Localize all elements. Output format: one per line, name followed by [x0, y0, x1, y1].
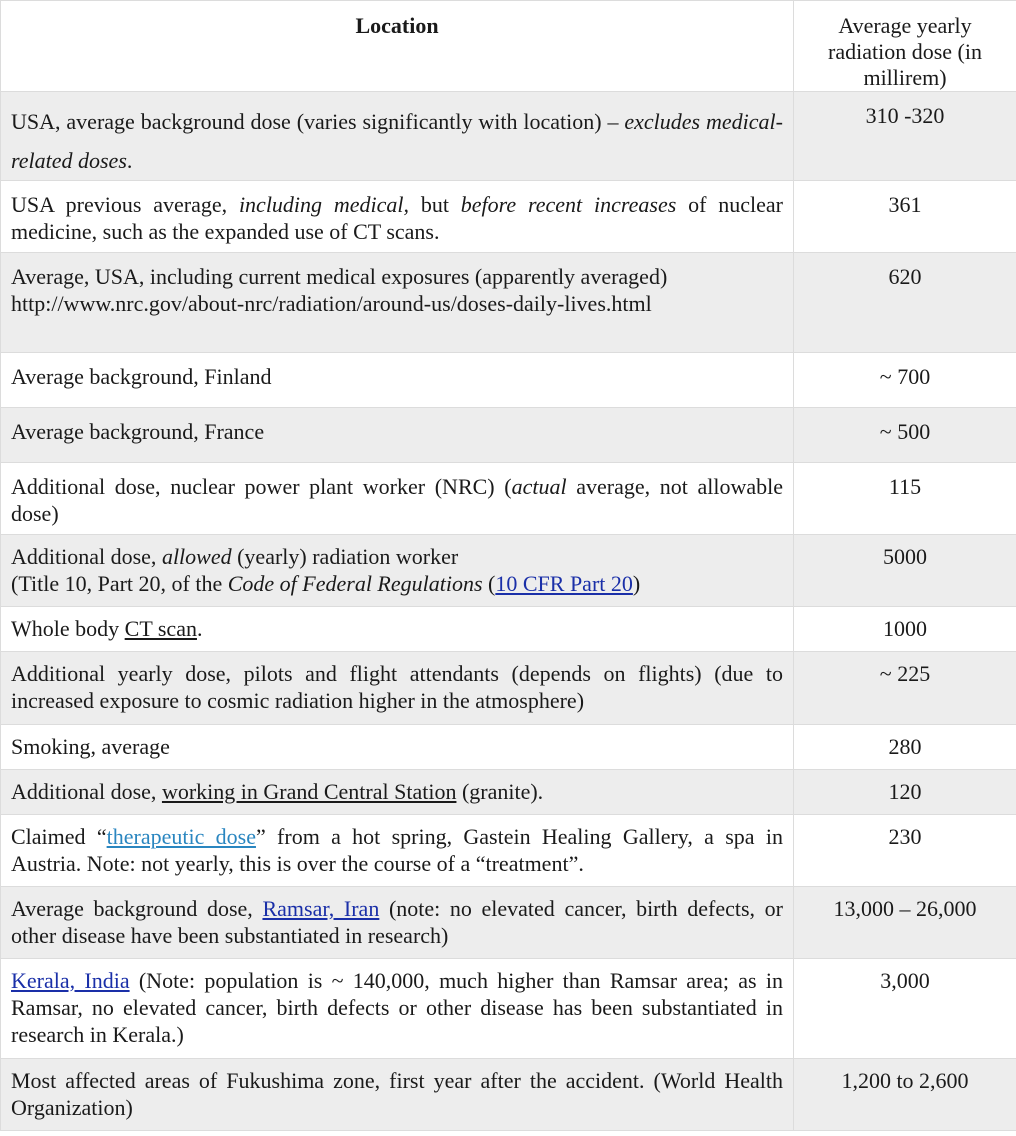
location-text: (yearly) radiation worker — [231, 544, 459, 569]
location-text: . — [196, 616, 203, 641]
dose-value: 280 — [794, 725, 1016, 770]
table-row — [1, 815, 1016, 887]
table-row — [1, 463, 1016, 535]
table-row — [1, 607, 1016, 652]
table-row — [1, 253, 1016, 353]
location-cell — [1, 463, 794, 535]
table-row — [1, 92, 1016, 181]
dose-value: ~ 700 — [794, 353, 1016, 408]
dose-value: ~ 225 — [794, 652, 1016, 725]
dose-value: 310 -320 — [794, 92, 1016, 181]
emphasis-text: excludes medical-related doses — [11, 109, 783, 173]
dose-value: 1,200 to 2,600 — [794, 1059, 1016, 1131]
location-text: Average, USA, including current medical exposures (apparently averaged) — [11, 264, 668, 289]
location-text: Whole body — [11, 616, 125, 641]
dose-value: 620 — [794, 253, 1016, 353]
table-row — [1, 181, 1016, 253]
table-row — [1, 1059, 1016, 1131]
emphasis-text: allowed — [161, 544, 232, 569]
location-text: ) — [632, 571, 641, 596]
emphasis-text: actual — [511, 474, 567, 499]
location-text: (Note: population is ~ 140,000, much higher than Ramsar area; as in Ramsar, no elevated cancer, birth defects or other disease has been substantiated in research in Kerala.) — [11, 968, 783, 1047]
location-cell — [1, 887, 794, 959]
dose-value: 115 — [794, 463, 1016, 535]
location-cell — [1, 815, 794, 887]
dose-value: 13,000 – 26,000 — [794, 887, 1016, 959]
location-text: Average background, Finland — [11, 364, 272, 389]
location-text: Additional yearly dose, pilots and flight attendants (depends on flights) (due to increased exposure to cosmic radiation higher in the atmosphere) — [11, 661, 783, 713]
table-row — [1, 353, 1016, 408]
underlined-text: working in Grand Central Station — [161, 779, 457, 804]
location-text: average, not allowable dose) — [11, 474, 783, 526]
location-cell — [1, 408, 794, 463]
dose-value: 1000 — [794, 607, 1016, 652]
location-text: . — [126, 148, 133, 173]
location-text: Smoking, average — [11, 734, 170, 759]
location-text: Claimed “ — [11, 824, 107, 849]
location-cell — [1, 181, 794, 253]
dose-value: 5000 — [794, 535, 1016, 607]
location-cell — [1, 959, 794, 1059]
location-text: USA, average background dose (varies significantly with location) – — [11, 109, 625, 134]
location-cell — [1, 607, 794, 652]
table-row — [1, 725, 1016, 770]
dose-value: ~ 500 — [794, 408, 1016, 463]
table-row — [1, 652, 1016, 725]
location-cell — [1, 92, 794, 181]
location-text: of nuclear medicine, such as the expanded use of CT scans. — [11, 192, 783, 244]
location-text: ( — [482, 571, 496, 596]
dose-value: 3,000 — [794, 959, 1016, 1059]
location-text: Most affected areas of Fukushima zone, first year after the accident. (World Health Organization) — [11, 1068, 783, 1120]
emphasis-text: before recent increases — [460, 192, 677, 217]
location-text: (note: no elevated cancer, birth defects, or other disease have been substantiated in research) — [11, 896, 783, 948]
table-row — [1, 535, 1016, 607]
emphasis-text: Code of Federal Regulations — [227, 571, 483, 596]
table-row — [1, 959, 1016, 1059]
table-row — [1, 887, 1016, 959]
table-body — [1, 92, 1016, 1131]
dose-value: 230 — [794, 815, 1016, 887]
location-cell — [1, 652, 794, 725]
therapeutic-dose-link[interactable]: therapeutic dose — [106, 824, 256, 849]
table-row — [1, 408, 1016, 463]
location-text: (granite). — [456, 779, 544, 804]
location-text: Average background dose, — [11, 896, 263, 921]
emphasis-text: including medical, — [238, 192, 410, 217]
location-text: USA previous average, — [11, 192, 239, 217]
location-cell — [1, 353, 794, 408]
location-text: ” from a hot spring, Gastein Healing Gallery, a spa in Austria. Note: not yearly, this is over the course of a “treatment”. — [11, 824, 783, 876]
underlined-text: CT scan — [124, 616, 197, 641]
reference-link[interactable]: 10 CFR Part 20 — [495, 571, 633, 596]
reference-link[interactable]: Kerala, India — [11, 968, 130, 993]
dose-value: 120 — [794, 770, 1016, 815]
location-cell — [1, 535, 794, 607]
header-row — [1, 1, 1016, 92]
location-cell — [1, 1059, 794, 1131]
location-text: Additional dose, — [11, 544, 162, 569]
location-text: http://www.nrc.gov/about-nrc/radiation/around-us/doses-daily-lives.html — [11, 291, 652, 316]
reference-link[interactable]: Ramsar, Iran — [262, 896, 380, 921]
location-text: Average background, France — [11, 419, 265, 444]
location-text: Additional dose, nuclear power plant worker (NRC) ( — [11, 474, 512, 499]
location-cell — [1, 253, 794, 353]
location-cell — [1, 770, 794, 815]
location-header: Location — [1, 1, 794, 92]
location-cell — [1, 725, 794, 770]
dose-value: 361 — [794, 181, 1016, 253]
location-text: but — [409, 192, 461, 217]
location-text: (Title 10, Part 20, of the — [11, 571, 228, 596]
location-text: Additional dose, — [11, 779, 162, 804]
table-row — [1, 770, 1016, 815]
dose-header: Average yearly radiation dose (in millirem) — [794, 1, 1016, 92]
